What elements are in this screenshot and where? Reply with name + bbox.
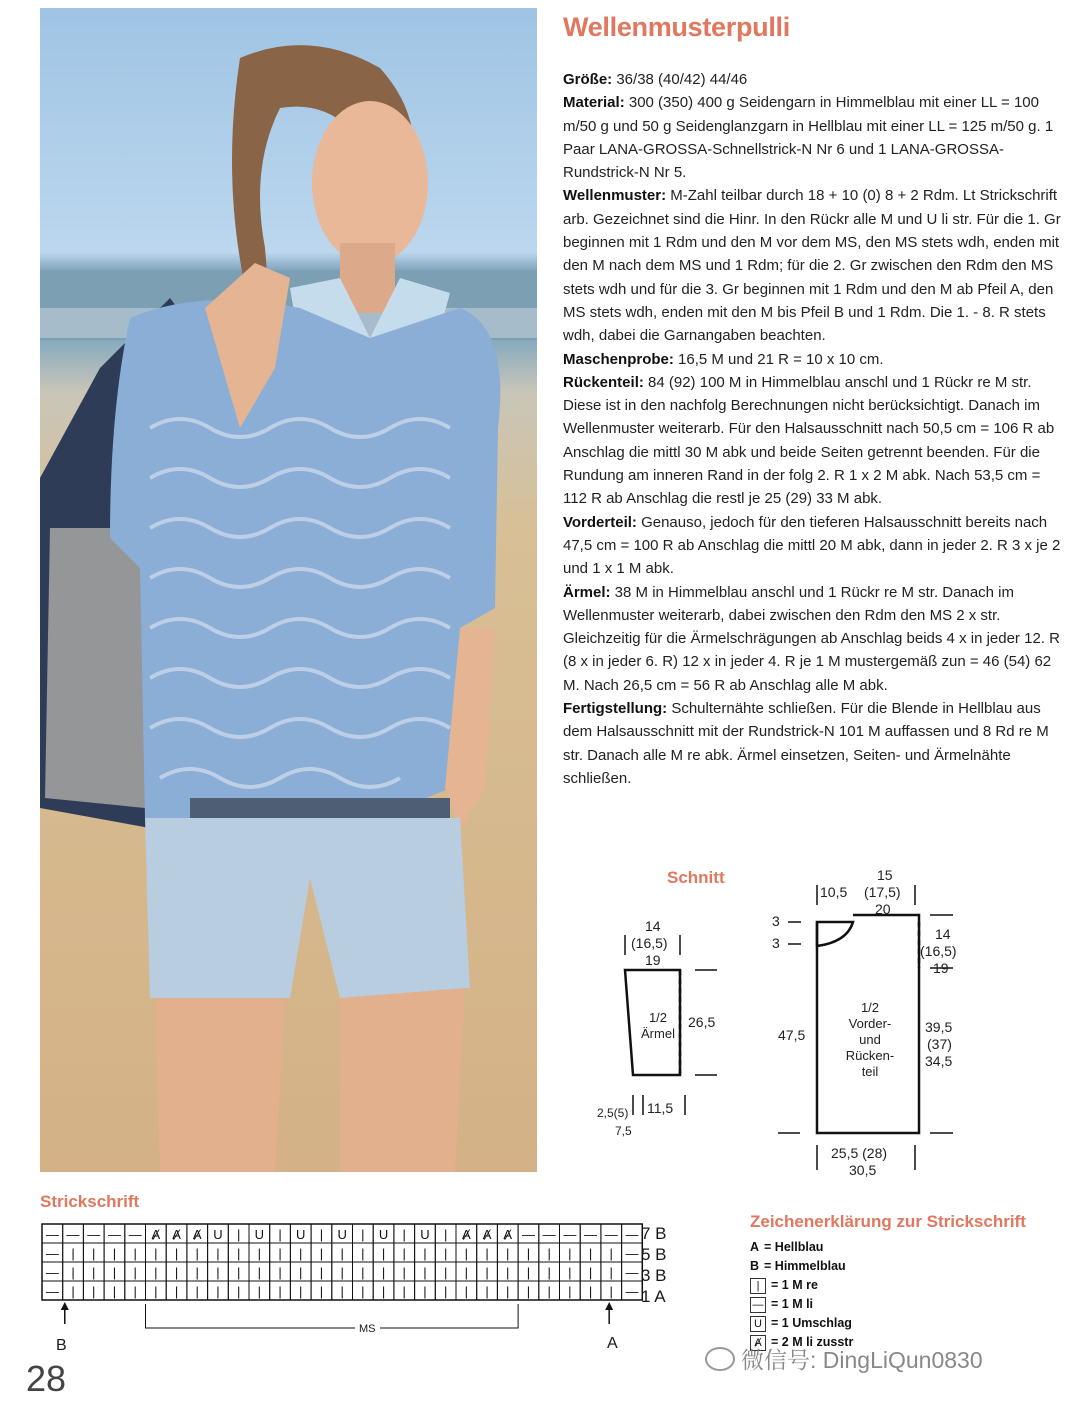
body-height-3: 34,5 [925, 1053, 953, 1069]
chart-symbol: | [361, 1284, 365, 1299]
page-title: Wellenmusterpulli [563, 12, 790, 42]
chart-symbol: | [547, 1246, 551, 1261]
sleeve-top-1: 14 [645, 918, 661, 934]
chart-symbol: Ⱥ [482, 1227, 492, 1242]
chart-symbol: U [337, 1227, 347, 1242]
section-front: Vorderteil: Genauso, jedoch für den tieferen Halsausschnitt bereits nach 47,5 cm = 100 R ab Anschlag die mittl 20 M abk, dann in jeder 2. R 3 x je 2 und 1 x 1 M abk. [563, 513, 1061, 578]
watermark [705, 1342, 983, 1375]
chart-symbol: | [568, 1246, 572, 1261]
chart-symbol: | [319, 1284, 324, 1299]
chart-symbol: — [66, 1227, 80, 1242]
arrow-a-label: A [607, 1335, 618, 1352]
chart-symbol: | [609, 1265, 613, 1280]
sleeve-bottom-3: 11,5 [647, 1100, 674, 1116]
page-number: 28 [26, 1358, 67, 1399]
chart-symbol: | [216, 1284, 220, 1299]
chart-symbol: | [195, 1265, 199, 1280]
row-label: 1 A [641, 1287, 666, 1306]
section-back: Rückenteil: 84 (92) 100 M in Himmelblau anschl und 1 Rückr re M str. Diese ist in den nachfolg Berechnungen nicht berücksichtigt. Danach im Wellenmuster weiterarb. Für den Halsausschnitt nach 50,5 cm = 106 R ab Anschlag die mittl 30 M abk und beide Seiten getrennt beenden. Für die Rundung am inneren Rand in der folg 2. R 1 x 2 M abk. Nach 53,5 cm = 112 R ab Anschlag die restl je 25 (29) 33 M abk. [563, 373, 1055, 508]
body-label-5: teil [861, 1064, 879, 1079]
legend-heading: Zeichenerklärung zur Strickschrift [750, 1212, 1026, 1231]
chart-symbol: | [154, 1246, 158, 1261]
chart-symbol: — [625, 1227, 639, 1242]
chart-symbol: | [92, 1284, 96, 1299]
chart-symbol: | [547, 1284, 551, 1299]
chart-symbol: | [361, 1227, 365, 1242]
chart-symbol: | [340, 1265, 344, 1280]
chart-symbol: | [402, 1227, 406, 1242]
chart-symbol: | [216, 1246, 220, 1261]
chart-symbol: U [378, 1227, 389, 1242]
chart-symbol: | [278, 1284, 282, 1299]
chart-symbol: | [112, 1265, 117, 1280]
chart-symbol: | [71, 1246, 75, 1261]
legend-item: — = 1 M li [750, 1295, 1070, 1314]
model-photo [40, 8, 537, 1172]
chart-symbol: | [485, 1246, 489, 1261]
chart-symbol: | [154, 1284, 158, 1299]
schnitt-diagram [595, 860, 1055, 1180]
chart-symbol: | [609, 1246, 613, 1261]
body-right-1: 14 [935, 926, 951, 942]
chart-symbol: | [464, 1246, 469, 1261]
body-bottom-1: 25,5 (28) [831, 1145, 888, 1161]
chart-symbol: | [133, 1284, 137, 1299]
chart-symbol: — [45, 1265, 59, 1280]
chart-symbol: | [443, 1246, 448, 1261]
chart-symbol: | [112, 1284, 117, 1299]
neck-1: 3 [772, 913, 780, 929]
chart-symbol: | [174, 1284, 179, 1299]
section-finishing: Fertigstellung: Schulternähte schließen. Für die Blende in Hellblau aus dem Halsausschnitt mit der Rundstrick-N 101 M auffassen und 8 Rd re M str. Danach alle M re abk. Ärmel einsetzen, Seiten- und Ärmelnähte schließen. [563, 700, 1049, 787]
chart-symbol: | [278, 1265, 282, 1280]
chart-symbol: | [71, 1284, 75, 1299]
chart-symbol: | [402, 1284, 406, 1299]
chart-symbol: | [299, 1246, 303, 1261]
body-height-1: 39,5 [925, 1019, 953, 1035]
sleeve-top-3: 19 [645, 952, 661, 968]
chart-symbol: | [236, 1265, 241, 1280]
chart-symbol: — [45, 1227, 59, 1242]
chart-symbol: — [584, 1227, 598, 1242]
chart-symbol: | [464, 1265, 469, 1280]
chart-symbol: U [213, 1227, 223, 1242]
body-top-b: (17,5) [864, 884, 901, 900]
sleeve-top-2: (16,5) [631, 935, 668, 951]
chart-symbol: | [547, 1265, 551, 1280]
body-top-c: 20 [875, 901, 891, 917]
chart-symbol: | [485, 1284, 489, 1299]
chart-symbol: | [319, 1265, 324, 1280]
body-top-1: 15 [877, 867, 893, 883]
yarn-over-symbol-icon: U [750, 1316, 766, 1332]
arrow-b-head-icon [61, 1302, 69, 1310]
chart-symbol: | [154, 1265, 158, 1280]
schnitt-heading: Schnitt [667, 868, 725, 887]
chart-symbol: — [128, 1227, 142, 1242]
chart-symbol: | [423, 1265, 427, 1280]
chart-symbol: | [381, 1246, 386, 1261]
body-top-a: 10,5 [820, 884, 848, 900]
chart-symbol: — [45, 1284, 59, 1299]
chart-symbol: | [588, 1246, 593, 1261]
sleeve-bottom-2: 7,5 [615, 1124, 632, 1138]
body-label-4: Rücken- [845, 1048, 895, 1063]
chart-symbol: | [195, 1246, 199, 1261]
chart-symbol: — [107, 1227, 121, 1242]
chart-symbol: | [174, 1246, 179, 1261]
instructions [563, 68, 1063, 790]
chart-symbol: — [87, 1227, 101, 1242]
chart-symbol: | [257, 1265, 262, 1280]
purl-two-together-symbol-icon: Ⱥ [750, 1335, 766, 1351]
chart-symbol: | [340, 1284, 344, 1299]
chart-symbol: | [361, 1265, 365, 1280]
chart-symbol: — [563, 1227, 577, 1242]
legend-item: A = Hellblau [750, 1240, 824, 1254]
chart-symbol: | [174, 1265, 179, 1280]
section-material: Material: 300 (350) 400 g Seidengarn in Himmelblau mit einer LL = 100 m/50 g und 50 g Seidenglanzgarn in Hellblau mit einer LL = 125 m/50 g. 1 Paar LANA-GROSSA-Schnellstrick-N Nr 6 und 1 LANA-GROSSA-Rundstrick-N Nr 5. [563, 94, 1054, 182]
chart-symbol: | [319, 1246, 324, 1261]
chart-symbol: | [133, 1265, 137, 1280]
chart-symbol: | [568, 1284, 572, 1299]
body-left-height: 47,5 [778, 1027, 806, 1043]
chart-symbol: | [133, 1246, 137, 1261]
chart-symbol: | [402, 1246, 406, 1261]
chart-symbol: U [296, 1227, 306, 1242]
knit-symbol-icon: | [750, 1278, 766, 1294]
chart-symbol: | [526, 1284, 531, 1299]
chart-symbol: | [443, 1284, 448, 1299]
chart-symbol: — [542, 1227, 556, 1242]
section-wave-pattern: Wellenmuster: M-Zahl teilbar durch 18 + 10 (0) 8 + 2 Rdm. Lt Strickschrift arb. Gezeichnet sind die Hinr. In den Rückr alle M und U li str. Für die 1. Gr beginnen mit 1 Rdm und den M vor dem MS, den MS stets wdh, enden mit den M nach dem MS und 1 Rdm; für die 2. Gr zwischen den Rdm den MS stets wdh und für die 3. Gr beginnen mit 1 Rdm und den M ab Pfeil A, den MS stets wdh, enden mit den M bis Pfeil B und 1 Rdm. Die 1. - 8. R stets wdh, dabei die Garnangaben beachten. [563, 187, 1061, 345]
legend [750, 1212, 1070, 1352]
chart-symbol: | [443, 1227, 448, 1242]
chart-symbol: | [506, 1284, 510, 1299]
sleeve-bottom-1: 2,5(5) [597, 1106, 629, 1120]
purl-symbol-icon: — [750, 1297, 766, 1313]
chart-symbol: | [236, 1227, 241, 1242]
ms-label: MS [355, 1323, 380, 1335]
body-height-2: (37) [927, 1036, 952, 1052]
section-sleeve: Ärmel: 38 M in Himmelblau anschl und 1 Rückr re M str. Danach im Wellenmuster weiterarb, dabei zwischen den Rdm den MS 2 x str. Gleichzeitig für die Ärmelschrägungen ab Anschlag beids 4 x in jeder 12. R (8 x in jeder 6. R) 12 x in jeder 4. R je 1 M mustergemäß zun = 46 (54) 62 M. Nach 26,5 cm = 56 R ab Anschlag alle M abk. [563, 583, 1060, 694]
chart-symbol: | [71, 1265, 75, 1280]
photo-illustration [40, 8, 537, 1172]
chart-symbol: | [257, 1284, 262, 1299]
chart-symbol: | [568, 1265, 572, 1280]
row-label: 7 B [641, 1224, 667, 1243]
body-right-3: 19 [933, 960, 949, 976]
chart-symbol: | [609, 1284, 613, 1299]
sleeve-height: 26,5 [688, 1014, 716, 1030]
chart-symbol: | [506, 1265, 510, 1280]
chart-symbol: — [604, 1227, 618, 1242]
chart-symbol: | [319, 1227, 324, 1242]
chart-symbol: | [299, 1284, 303, 1299]
legend-item: Ⱥ = 2 M li zusstr [750, 1333, 1070, 1352]
chart-symbol: Ⱥ [462, 1227, 471, 1242]
wechat-icon [705, 1347, 735, 1371]
chart-symbol: | [92, 1246, 96, 1261]
chart-symbol: | [112, 1246, 117, 1261]
chart-symbol: | [381, 1265, 386, 1280]
knitting-chart [40, 1220, 700, 1365]
chart-symbol: — [45, 1246, 59, 1261]
chart-symbol: | [506, 1246, 510, 1261]
chart-symbol: Ⱥ [192, 1227, 202, 1242]
watermark-text: 微信号: DingLiQun0830 [741, 1347, 983, 1373]
row-labels [641, 1223, 667, 1307]
chart-symbol: | [216, 1265, 220, 1280]
body-label-2: Vorder- [848, 1016, 892, 1031]
chart-symbol: | [92, 1265, 96, 1280]
chart-symbol: | [423, 1284, 427, 1299]
chart-symbol: | [423, 1246, 427, 1261]
arrow-b-label: B [56, 1337, 67, 1354]
chart-symbol: Ⱥ [151, 1227, 161, 1242]
row-label: 5 B [641, 1245, 667, 1264]
chart-symbol: | [195, 1284, 199, 1299]
chart-symbol: | [381, 1284, 386, 1299]
chart-grid [40, 1220, 700, 1360]
chart-symbol: | [278, 1227, 282, 1242]
chart-symbol: | [526, 1265, 531, 1280]
row-label: 3 B [641, 1266, 667, 1285]
chart-symbol: | [588, 1265, 593, 1280]
strickschrift-heading: Strickschrift [40, 1192, 140, 1211]
chart-symbol: — [521, 1227, 535, 1242]
neck-2: 3 [772, 935, 780, 951]
chart-symbol: | [464, 1284, 469, 1299]
chart-symbol: U [254, 1227, 265, 1242]
body-right-2: (16,5) [920, 943, 957, 959]
chart-symbol: | [588, 1284, 593, 1299]
chart-symbol: Ⱥ [172, 1227, 181, 1242]
sleeve-label-1: 1/2 [648, 1010, 668, 1025]
chart-symbol: Ⱥ [503, 1227, 513, 1242]
chart-symbol: | [236, 1284, 241, 1299]
legend-item: U = 1 Umschlag [750, 1314, 1070, 1333]
chart-symbol: | [340, 1246, 344, 1261]
legend-item: B = Himmelblau [750, 1259, 846, 1273]
chart-symbol: — [625, 1284, 639, 1299]
body-bottom-2: 30,5 [849, 1162, 877, 1178]
chart-symbol: — [625, 1265, 639, 1280]
chart-symbol: | [257, 1246, 262, 1261]
chart-symbol: U [420, 1227, 430, 1242]
chart-symbol: | [402, 1265, 406, 1280]
body-label-3: und [859, 1032, 881, 1047]
chart-symbol: | [278, 1246, 282, 1261]
chart-symbol: | [485, 1265, 489, 1280]
ms-bracket [146, 1304, 519, 1328]
chart-symbol: | [236, 1246, 241, 1261]
legend-item: | = 1 M re [750, 1276, 1070, 1295]
chart-symbol: | [526, 1246, 531, 1261]
chart-symbol: | [443, 1265, 448, 1280]
section-size: Größe: 36/38 (40/42) 44/46 [563, 71, 748, 88]
chart-symbol: | [299, 1265, 303, 1280]
arrow-a-head-icon [605, 1302, 613, 1310]
chart-symbol: | [361, 1246, 365, 1261]
body-label-1: 1/2 [860, 1000, 880, 1015]
chart-symbol: — [625, 1246, 639, 1261]
sleeve-label-2: Ärmel [641, 1026, 675, 1041]
section-gauge: Maschenprobe: 16,5 M und 21 R = 10 x 10 cm. [563, 350, 884, 368]
